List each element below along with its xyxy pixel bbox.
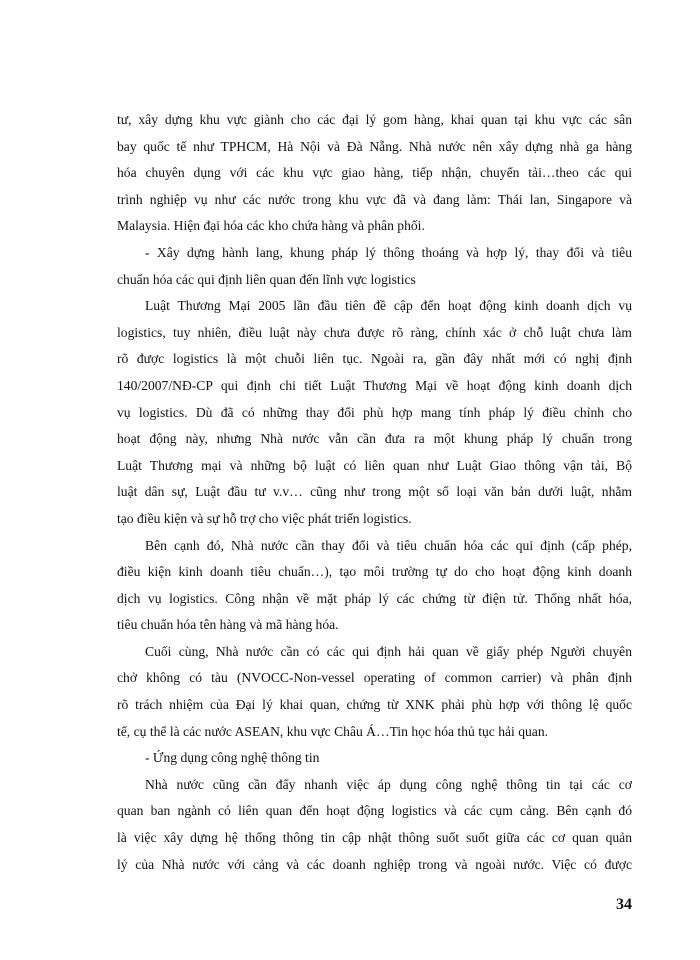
text-line: Luật Thương Mại 2005 lần đầu tiên đề cập đến hoạt động kinh doanh dịch vụ [145,298,632,314]
text-line: điều kiện kinh doanh tiêu chuẩn…), tạo môi trường tự do cho hoạt động kinh doanh [117,564,632,580]
body-text [117,107,632,878]
text-line: lý của Nhà nước với cảng và các doanh nghiệp trong và ngoài nước. Việc có được [117,856,632,872]
text-line: chuẩn hóa các qui định liên quan đến lĩnh vực logistics [117,271,416,287]
text-line: tư, xây dựng khu vực giành cho các đại lý gom hàng, khai quan tại khu vực các sân [117,112,632,127]
text-line: dịch vụ logistics. Công nhận về mặt pháp lý các chứng từ điện tử. Thống nhất hóa, [117,590,632,606]
text-line: logistics, tuy nhiên, điều luật này chưa được rõ ràng, chính xác ở chỗ luật chưa làm [117,324,632,340]
text-line: bay quốc tế như TPHCM, Hà Nội và Đà Nẵng. Nhà nước nên xây dựng nhà ga hàng [117,138,632,154]
text-line: Malaysia. Hiện đại hóa các kho chứa hàng và phân phối. [117,218,425,234]
text-line: tiêu chuẩn hóa tên hàng và mã hàng hóa. [117,617,339,633]
text-line: quan ban ngành có liên quan đến hoạt động logistics và các cụm cảng. Bên cạnh đó [117,803,632,819]
text-line: Cuối cùng, Nhà nước cần có các qui định hải quan về giấy phép Người chuyên [145,643,632,659]
text-line: Nhà nước cũng cần đẩy nhanh việc áp dụng công nghệ thông tin tại các cơ [145,776,632,792]
text-line: - Ứng dụng công nghệ thông tin [145,750,320,766]
text-line: tạo điều kiện và sự hỗ trợ cho việc phát triển logistics. [117,510,412,526]
text-line: chở không có tàu (NVOCC-Non-vessel operating of common carrier) và phân định [117,670,632,686]
text-line: hoạt động này, nhưng Nhà nước vẫn cần đưa ra một khung pháp lý chuẩn trong [117,431,632,447]
text-line: rõ được logistics là một chuỗi liên tục. Ngoài ra, gần đây nhất mới có nghị định [117,351,632,367]
text-line: 140/2007/NĐ-CP qui định chi tiết Luật Thương Mại về hoạt động kinh doanh dịch [117,377,632,393]
text-line: trình nghiệp vụ như các nước trong khu vực đã và đang làm: Thái lan, Singapore và [117,191,632,207]
text-line: là việc xây dựng hệ thống thông tin cập nhật thông suốt suốt giữa các cơ quan quản [117,830,632,846]
text-line: hóa chuyên dụng với các khu vực giao hàng, tiếp nhận, chuyển tải…theo các qui [117,165,632,181]
page-number: 34 [616,896,632,913]
text-line: rõ trách nhiệm của Đại lý khai quan, chứng từ XNK phải phù hợp với thông lệ quốc [117,697,632,713]
text-line: Luật Thương mại và những bộ luật có liên quan như Luật Giao thông vận tải, Bộ [117,457,632,473]
text-line: tế, cụ thể là các nước ASEAN, khu vực Châu Á…Tin học hóa thủ tục hải quan. [117,723,549,739]
text-line: luật dân sự, Luật đầu tư v.v… cũng như trong một số loại văn bản dưới luật, nhằm [117,484,632,500]
text-line: vụ logistics. Dù đã có những thay đổi phù hợp mang tính pháp lý điều chỉnh cho [117,404,632,420]
text-line: Bên cạnh đó, Nhà nước cần thay đổi và tiêu chuẩn hóa các qui định (cấp phép, [145,537,632,553]
text-line: - Xây dựng hành lang, khung pháp lý thông thoáng và hợp lý, thay đổi và tiêu [145,244,632,260]
